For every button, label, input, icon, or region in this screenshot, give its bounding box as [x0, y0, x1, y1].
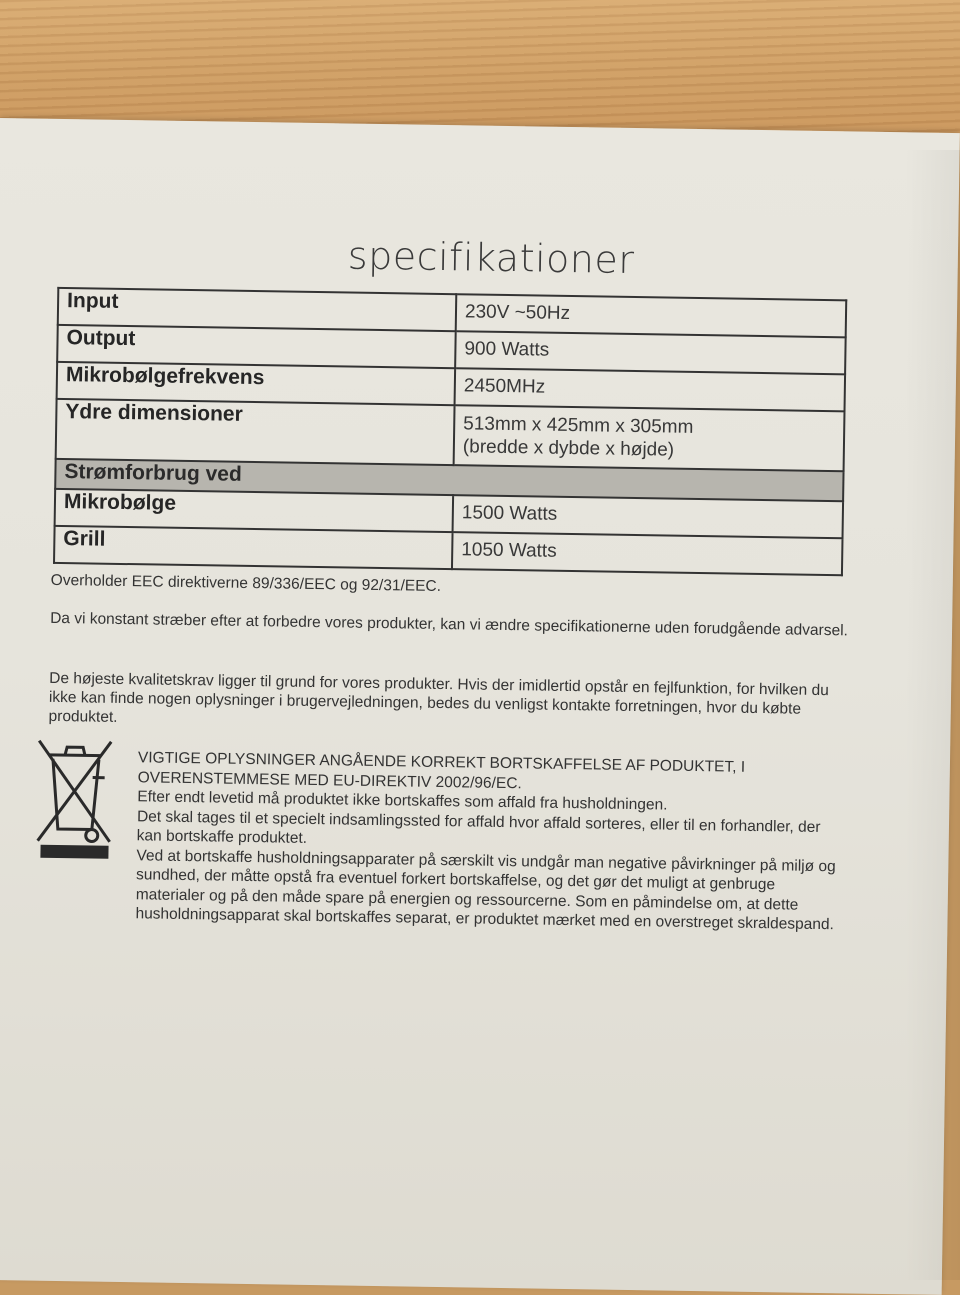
spec-label: Output [57, 325, 456, 368]
spec-label: Mikrobølge [55, 489, 454, 532]
page-title: specifikationer [348, 233, 635, 281]
section-label: Strømforbrug ved [55, 459, 843, 501]
spec-value: 1500 Watts [453, 495, 844, 538]
quality-notice: De højeste kvalitetskrav ligger til grund for vores produkter. Hvis der imidlertid opstår en fejlfunktion, for hvilken du ikke kan finde nogen oplysninger i brugervejledningen, bedes du venligst kontakte forretningen, hvor du købte produktet. [48, 669, 849, 739]
spec-value [454, 405, 845, 471]
wooden-table-background [0, 0, 960, 140]
disposal-line: Ved at bortskaffe husholdningsapparater på særskilt vis undgår man negative påvirkninger på miljø og sundhed, der måtte opstå fra eventuel forkert bortskaffelse, og det gør det muligt at genbruge materialer og på den måde spare på energien og ressourcerne. Som en påmindelse om, at dette husholdningsapparat skal bortskaffes separat, er produktet mærket med en overstreget skraldespand. [135, 846, 848, 935]
dimensions-value: 513mm x 425mm x 305mm [463, 412, 835, 441]
spec-table [53, 287, 847, 576]
spec-label: Grill [54, 526, 453, 569]
spec-value: 900 Watts [455, 331, 846, 374]
disposal-line: Efter endt levetid må produktet ikke bortskaffes som affald fra husholdningen. [137, 787, 849, 818]
spec-value: 1050 Watts [452, 532, 843, 575]
spec-label: Input [58, 288, 457, 331]
spec-label: Ydre dimensioner [56, 399, 455, 465]
compliance-text: Overholder EEC direktiverne 89/336/EEC og 92/31/EEC. [51, 571, 851, 603]
change-notice: Da vi konstant stræber efter at forbedre vores produkter, kan vi ændre specifikationerne uden forudgående advarsel. [50, 609, 850, 641]
page-content [0, 118, 960, 1295]
weee-black-bar [40, 845, 108, 859]
disposal-heading: VIGTIGE OPLYSNINGER ANGÅENDE KORREKT BORTSKAFFELSE AF PODUKTET, I OVERENSTEMMESE MED EU-DIREKTIV 2002/96/EC. [138, 748, 851, 798]
dimensions-legend: (bredde x dybde x højde) [463, 435, 835, 464]
spec-value: 2450MHz [455, 368, 846, 411]
disposal-info [135, 748, 850, 935]
spec-value: 230V ~50Hz [456, 294, 847, 337]
page-edge-shadow [905, 150, 960, 1280]
disposal-line: Det skal tages til et specielt indsamlingssted for affald hvor affald sorteres, eller til en forhandler, der kan bortskaffe produktet. [137, 807, 850, 857]
spec-label: Mikrobølgefrekvens [57, 362, 456, 405]
